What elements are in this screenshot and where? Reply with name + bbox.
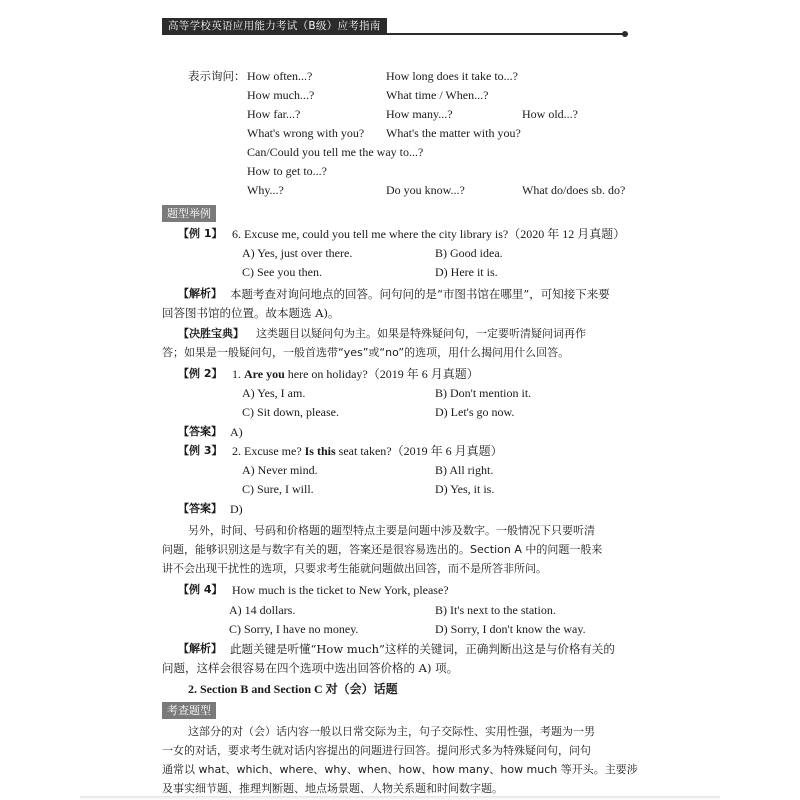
paragraph-line: 讲不会出现干扰性的选项，只要求考生能就问题做出回答，而不是所答非所问。 bbox=[162, 562, 547, 575]
option-d: D) Let's go now. bbox=[435, 405, 515, 419]
inquiry-item: What's the matter with you? bbox=[386, 126, 521, 140]
option-c: C) Sorry, I have no money. bbox=[229, 622, 359, 636]
option-a: A) Yes, just over there. bbox=[242, 246, 353, 260]
section-heading: 2. Section B and Section C 对（会）话题 bbox=[188, 682, 398, 696]
section-tag-examples: 题型举例 bbox=[162, 205, 216, 222]
header-rule bbox=[162, 33, 626, 35]
running-header: 高等学校英语应用能力考试（B级）应考指南 bbox=[162, 18, 387, 35]
inquiry-item: How often...? bbox=[247, 69, 313, 83]
option-a: A) 14 dollars. bbox=[229, 603, 296, 617]
answer-value: D) bbox=[230, 502, 243, 516]
inquiry-item: Do you know...? bbox=[386, 183, 465, 197]
tip-label: 【决胜宝典】 bbox=[178, 327, 244, 340]
inquiry-item: How far...? bbox=[247, 107, 301, 121]
example-1-question: 6. Excuse me, could you tell me where the city library is?（2020 年 12 月真题） bbox=[232, 227, 626, 241]
analysis-label: 【解析】 bbox=[178, 287, 222, 300]
option-d: D) Yes, it is. bbox=[435, 482, 495, 496]
example-4-question: How much is the ticket to New York, please? bbox=[232, 583, 449, 597]
inquiry-item: How many...? bbox=[386, 107, 453, 121]
option-d: D) Here it is. bbox=[435, 265, 498, 279]
inquiry-item: Why...? bbox=[247, 183, 284, 197]
option-b: B) All right. bbox=[435, 463, 494, 477]
paragraph-line: 通常以 what、which、where、why、when、how、how many、how much 等开头。主要涉 bbox=[162, 763, 638, 776]
option-a: A) Never mind. bbox=[242, 463, 318, 477]
inquiry-item: Can/Could you tell me the way to...? bbox=[247, 145, 424, 159]
option-c: C) Sit down, please. bbox=[242, 405, 339, 419]
option-c: C) See you then. bbox=[242, 265, 322, 279]
example-2-question: 1. Are you here on holiday?（2019 年 6 月真题） bbox=[232, 367, 479, 381]
inquiry-item: What's wrong with you? bbox=[247, 126, 365, 140]
option-d: D) Sorry, I don't know the way. bbox=[435, 622, 586, 636]
analysis-label: 【解析】 bbox=[178, 642, 222, 655]
answer-value: A) bbox=[230, 425, 243, 439]
paragraph-line: 及事实细节题、推理判断题、地点场景题、人物关系题和时间数字题。 bbox=[162, 782, 503, 795]
header-rule-dot bbox=[622, 31, 628, 37]
answer-label: 【答案】 bbox=[178, 502, 222, 515]
inquiry-item: What do/does sb. do? bbox=[522, 183, 626, 197]
paragraph-line: 问题，能够识别这是与数字有关的题，答案还是很容易选出的。Section A 中的问题一般来 bbox=[162, 543, 603, 556]
inquiry-item: How long does it take to...? bbox=[386, 69, 518, 83]
paragraph-line: 这部分的对（会）话内容一般以日常交际为主，句子交际性、实用性强，考题为一男 bbox=[188, 725, 595, 738]
inquiry-item: How much...? bbox=[247, 88, 315, 102]
example-3-label: 【例 3】 bbox=[178, 444, 223, 457]
tip-text: 这类题目以疑问句为主。如果是特殊疑问句，一定要听清疑问词再作 bbox=[256, 327, 586, 340]
analysis-text: 本题考查对询问地点的回答。问句问的是“市图书馆在哪里”，可知接下来要 bbox=[230, 287, 610, 301]
example-2-label: 【例 2】 bbox=[178, 367, 223, 380]
page-edge-shadow bbox=[80, 796, 720, 800]
inquiry-label: 表示询问： bbox=[188, 69, 246, 83]
option-a: A) Yes, I am. bbox=[242, 386, 306, 400]
inquiry-item: How to get to...? bbox=[247, 164, 327, 178]
option-b: B) Good idea. bbox=[435, 246, 503, 260]
example-4-label: 【例 4】 bbox=[178, 583, 223, 596]
section-tag-question-types: 考查题型 bbox=[162, 702, 216, 719]
tip-text: 答；如果是一般疑问句，一般首选带“yes”或“no”的选项，用什么揭问用什么回答。 bbox=[162, 346, 570, 359]
option-b: B) Don't mention it. bbox=[435, 386, 532, 400]
option-b: B) It's next to the station. bbox=[435, 603, 556, 617]
paragraph-line: 一女的对话，要求考生就对话内容提出的问题进行回答。提问形式多为特殊疑问句，问句 bbox=[162, 744, 591, 757]
option-c: C) Sure, I will. bbox=[242, 482, 314, 496]
inquiry-item: What time / When...? bbox=[386, 88, 489, 102]
analysis-text: 回答图书馆的位置。故本题选 A)。 bbox=[162, 306, 340, 320]
analysis-text: 问题，这样会很容易在四个选项中选出回答价格的 A) 项。 bbox=[162, 661, 459, 675]
answer-label: 【答案】 bbox=[178, 425, 222, 438]
paragraph-line: 另外，时间、号码和价格题的题型特点主要是问题中涉及数字。一般情况下只要听清 bbox=[188, 524, 595, 537]
analysis-text: 此题关键是听懂“How much”这样的关键词，正确判断出这是与价格有关的 bbox=[230, 642, 615, 656]
example-3-question: 2. Excuse me? Is this seat taken?（2019 年 6 月真题） bbox=[232, 444, 503, 458]
example-1-label: 【例 1】 bbox=[178, 227, 223, 240]
inquiry-item: How old...? bbox=[522, 107, 578, 121]
